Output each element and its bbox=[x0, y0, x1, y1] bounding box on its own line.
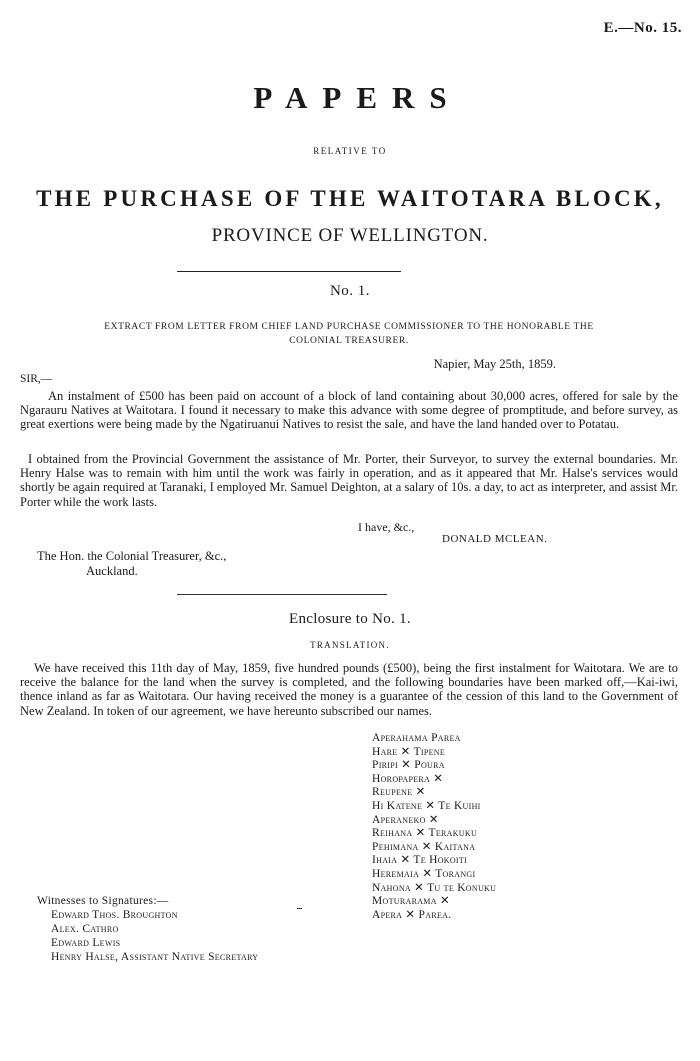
witness-name: Edward Lewis bbox=[51, 937, 121, 949]
section-heading-no1: No. 1. bbox=[329, 283, 371, 299]
signatory: Ihaia ✕ Te Hokoiti bbox=[372, 854, 468, 867]
title-relative-to: RELATIVE TO bbox=[313, 146, 387, 156]
witnesses-heading: Witnesses to Signatures:— bbox=[37, 895, 169, 907]
signatory: Nahona ✕ Tu te Konuku bbox=[372, 881, 497, 894]
signatory: Piripi ✕ Poura bbox=[372, 759, 445, 772]
enclosure-heading: Enclosure to No. 1. bbox=[289, 611, 411, 627]
signatory: Horopapera ✕ bbox=[372, 772, 444, 785]
page-reference: E.—No. 15. bbox=[603, 20, 682, 36]
letter-paragraph-1: An instalment of £500 has been paid on account of a block of land containing about 30,000 acres, offered for sale by the Ngarauru Natives at Waitotara. I found it necessary to make this advance with some degree of promptitude, and before survey, as great exertions were being made by the Ngatiruanui Natives to resist the sale, and have the land handed over to Potatau. bbox=[20, 389, 678, 432]
witness-name: Alex. Cathro bbox=[51, 923, 119, 935]
translation-label: TRANSLATION. bbox=[310, 640, 390, 650]
title-province: PROVINCE OF WELLINGTON. bbox=[211, 225, 489, 246]
section-divider bbox=[177, 594, 387, 595]
signatory: Hare ✕ Tipene bbox=[372, 745, 446, 758]
witness-name: Edward Thos. Broughton bbox=[51, 909, 178, 921]
signatory: Apera ✕ Parea. bbox=[372, 908, 452, 921]
title-main: THE PURCHASE OF THE WAITOTARA BLOCK, bbox=[36, 186, 664, 211]
signatory: Pehimana ✕ Kaitana bbox=[372, 840, 476, 853]
witnesses-block bbox=[37, 894, 258, 964]
signatory: Reupene ✕ bbox=[372, 786, 426, 799]
signatory: Hi Katene ✕ Te Kuihi bbox=[372, 799, 481, 812]
title-papers: PAPERS bbox=[253, 80, 462, 115]
signatory: Reihana ✕ Terakuku bbox=[372, 827, 478, 840]
signatory-list bbox=[372, 732, 496, 922]
enclosure-body: We have received this 11th day of May, 1859, five hundred pounds (£500), being the first instalment for Waitotara. We are to receive the balance for the land when the survey is completed, and the following boundaries have been marked off,—Kai-iwi, thence inland as far as Waitotara. Our having received the money is a guarantee of the cession of this land to the Government of New Zealand. In token of our agreement, we have hereunto subscribed our names. bbox=[20, 661, 678, 718]
dash-mark bbox=[297, 908, 302, 909]
letter-signature: DONALD MCLEAN. bbox=[442, 533, 548, 545]
letter-salutation: SIR,— bbox=[20, 373, 53, 385]
letter-dateline: Napier, May 25th, 1859. bbox=[433, 357, 556, 371]
letter-closing: I have, &c., bbox=[358, 520, 415, 534]
extract-heading bbox=[20, 320, 678, 348]
extract-line-2: COLONIAL TREASURER. bbox=[289, 336, 409, 346]
signatory: Moturarama ✕ bbox=[372, 895, 450, 908]
signatory: Aperaneko ✕ bbox=[372, 813, 439, 826]
addressee-line-2: Auckland. bbox=[86, 564, 138, 578]
title-divider bbox=[177, 271, 401, 272]
signatory: Heremaia ✕ Torangi bbox=[372, 867, 476, 880]
addressee-line-1: The Hon. the Colonial Treasurer, &c., bbox=[37, 549, 227, 563]
extract-line-1: EXTRACT FROM LETTER FROM CHIEF LAND PURCHASE COMMISSIONER TO THE HONORABLE THE bbox=[104, 322, 594, 332]
signatory: Aperahama Parea bbox=[372, 732, 461, 744]
letter-paragraph-2: I obtained from the Provincial Government the assistance of Mr. Porter, their Surveyor, to survey the external boundaries. Mr. Henry Halse was to remain with him until the work was fairly in operation, and as it appeared that Mr. Halse's services would shortly be again required at Taranaki, I employed Mr. Samuel Deighton, at a salary of 10s. a day, to act as interpreter, and assist Mr. Porter while the work lasts. bbox=[20, 452, 678, 509]
witness-name: Henry Halse, Assistant Native Secretary bbox=[51, 951, 259, 963]
